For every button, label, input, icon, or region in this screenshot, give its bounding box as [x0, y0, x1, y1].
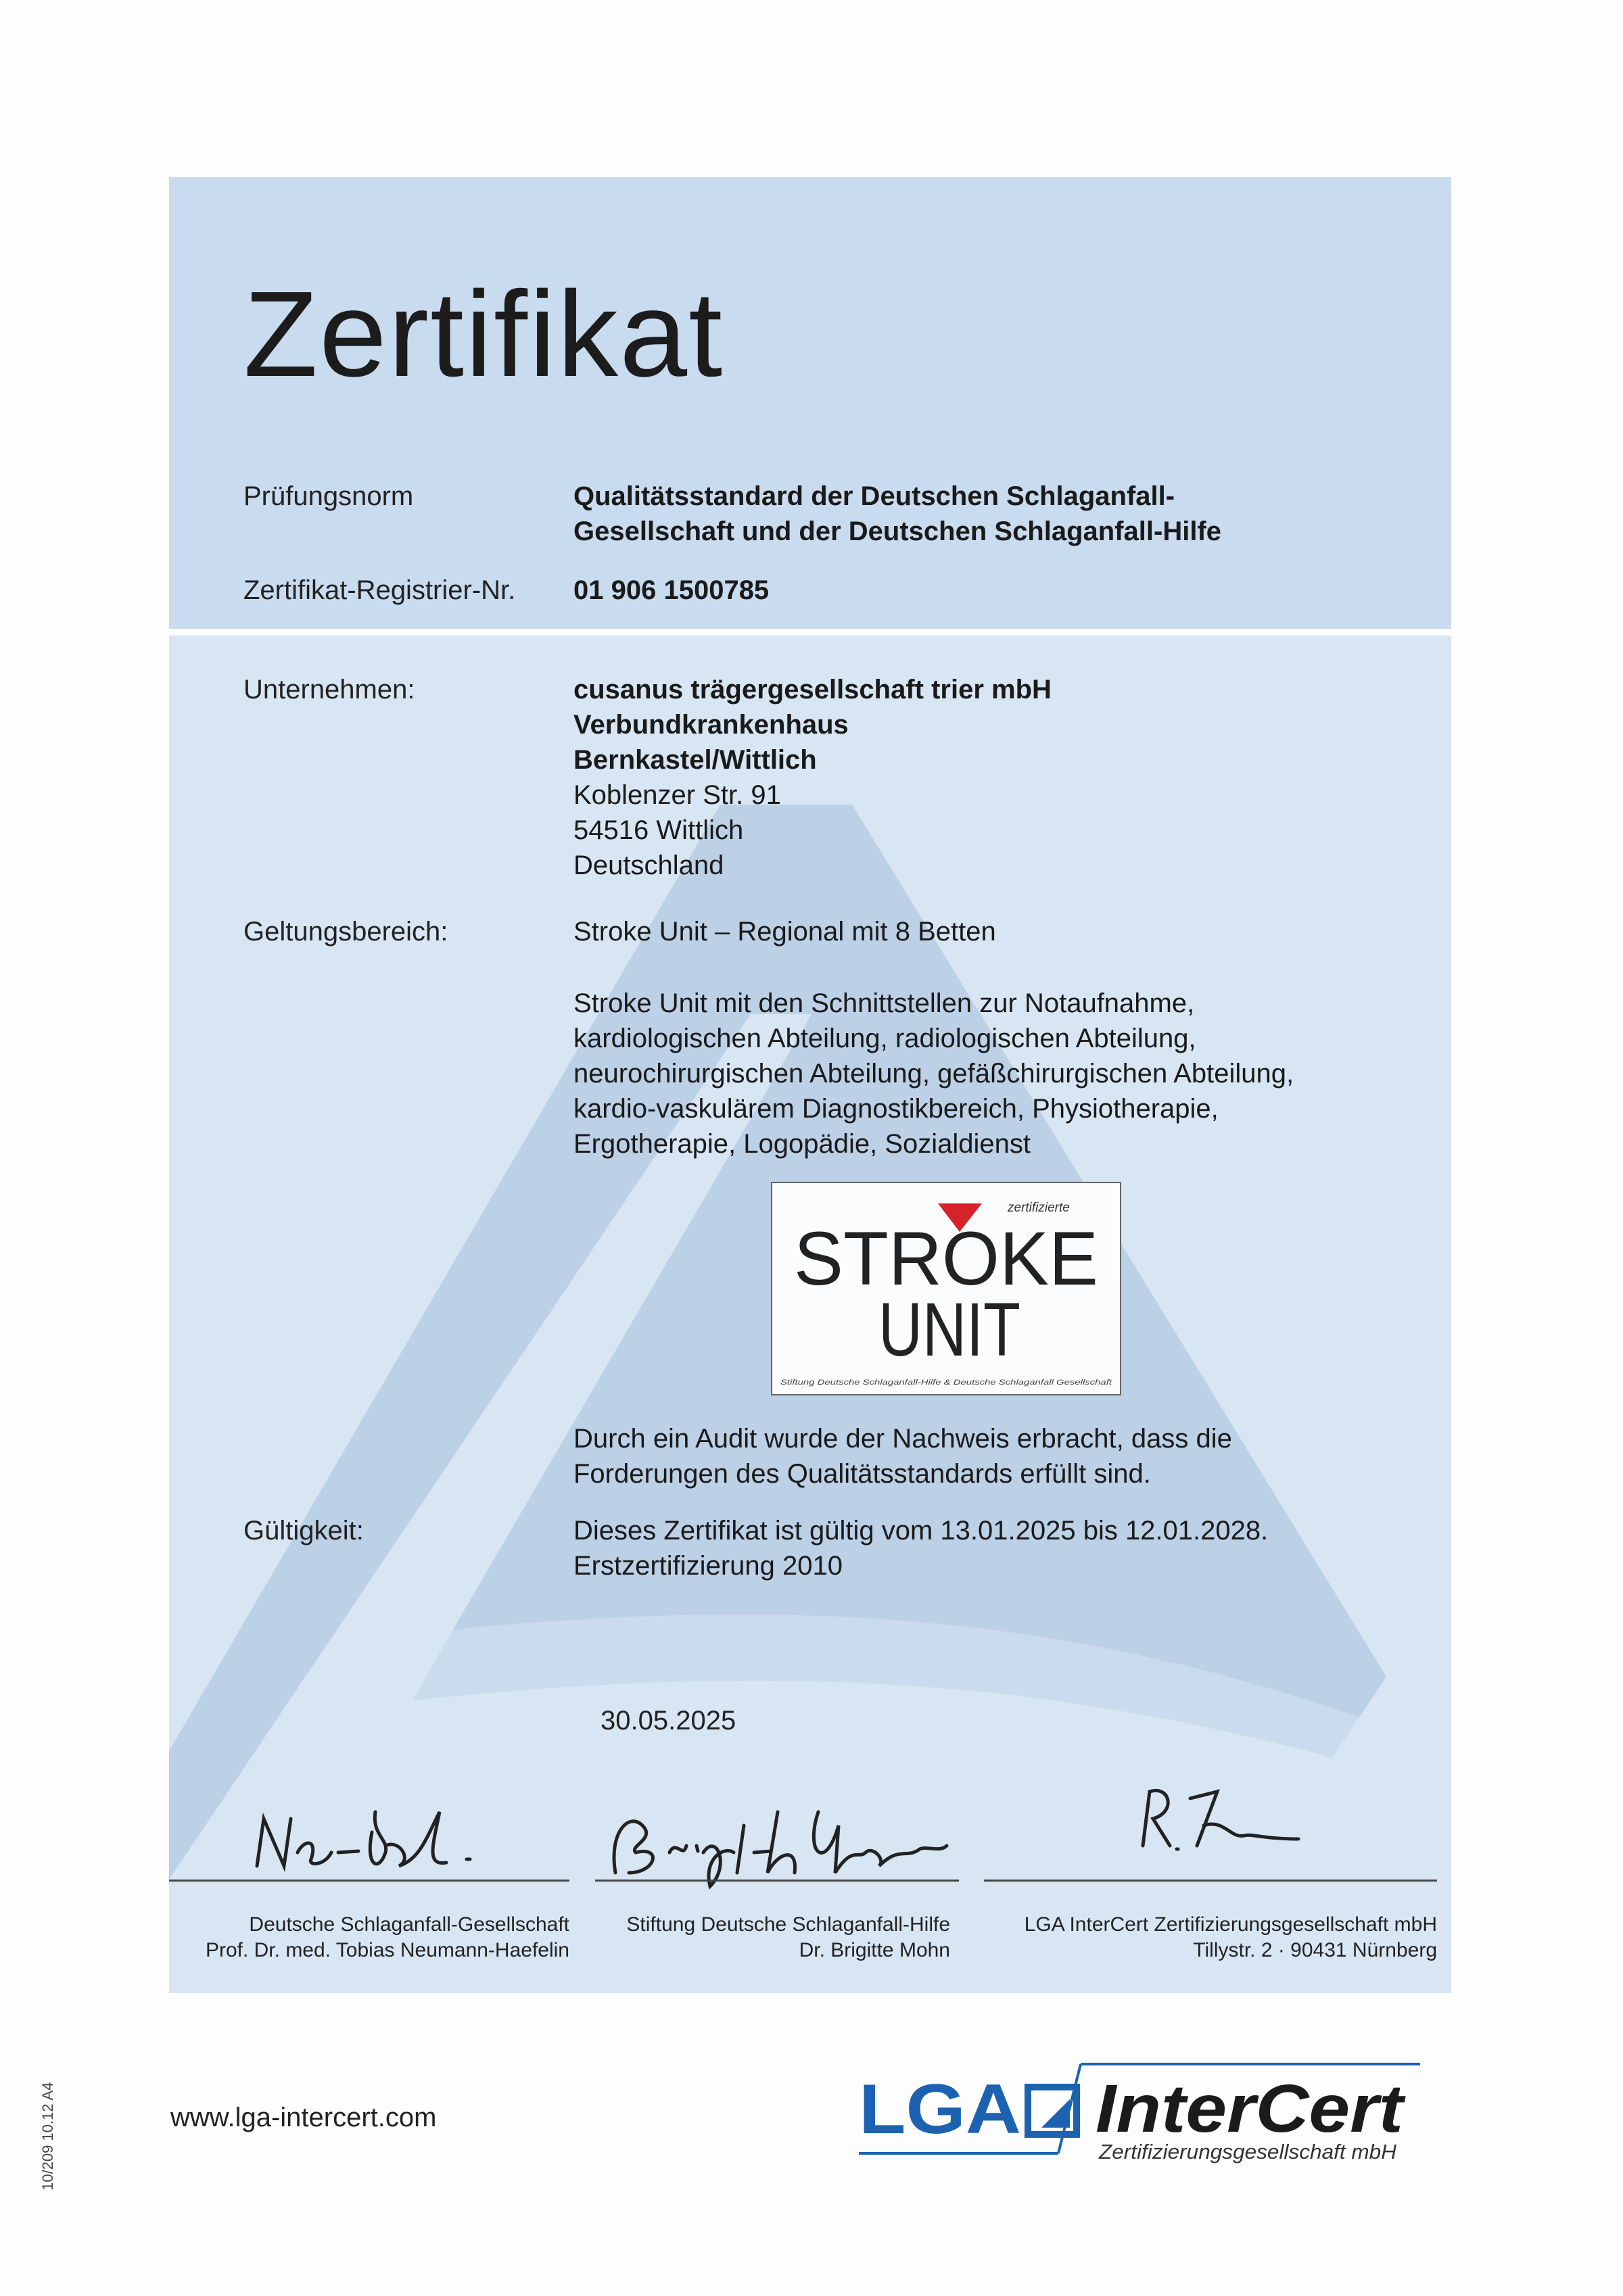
company-label: Unternehmen: — [243, 675, 415, 704]
standard-value — [573, 479, 1221, 549]
scope-label: Geltungsbereich: — [243, 917, 448, 947]
scope-detail-line: Ergotherapie, Logopädie, Sozialdienst — [573, 1129, 1031, 1159]
registry-label: Zertifikat-Registrier-Nr. — [243, 575, 516, 605]
issue-date: 30.05.2025 — [601, 1706, 736, 1736]
standard-value-line-1: Qualitätsstandard der Deutschen Schlaganfall- — [573, 481, 1175, 511]
audit-line: Forderungen des Qualitätsstandards erfüllt sind. — [573, 1459, 1151, 1489]
logo-word-stroke: STROKE — [794, 1216, 1098, 1301]
logo-lga-text: LGA — [859, 2070, 1021, 2149]
validity-value — [573, 1513, 1268, 1583]
signature-1-image — [243, 1771, 527, 1893]
signatory-address: Tillystr. 2 · 90431 Nürnberg — [1193, 1939, 1437, 1961]
scope-detail-line: kardio-vaskulärem Diagnostikbereich, Physiotherapie, — [573, 1094, 1219, 1124]
signatory-name: Prof. Dr. med. Tobias Neumann-Haefelin — [205, 1939, 569, 1961]
website-url: www.lga-intercert.com — [170, 2103, 437, 2132]
scope-value: Stroke Unit – Regional mit 8 Betten — [573, 917, 996, 947]
company-country: Deutschland — [573, 851, 724, 880]
lga-intercert-logo — [845, 2052, 1440, 2167]
scope-detail-line: kardiologischen Abteilung, radiologischen Abteilung, — [573, 1024, 1196, 1053]
signatory-3 — [984, 1912, 1437, 1963]
standard-value-line-2: Gesellschaft und der Deutschen Schlaganfall-Hilfe — [573, 517, 1222, 546]
validity-line: Dieses Zertifikat ist gültig vom 13.01.2025 bis 12.01.2028. — [573, 1516, 1269, 1546]
logo-tagline-text: Zertifizierungsgesellschaft mbH — [1098, 2140, 1397, 2163]
company-street: Koblenzer Str. 91 — [573, 780, 781, 810]
company-address — [573, 672, 1052, 883]
company-city: 54516 Wittlich — [573, 815, 744, 845]
company-line-2: Verbundkrankenhaus — [573, 710, 849, 740]
logo-intercert-text: InterCert — [1096, 2071, 1407, 2147]
form-code: 10/209 10.12 A4 — [39, 2082, 56, 2191]
stroke-unit-logo-graphic — [772, 1183, 1120, 1394]
signatory-org: Deutsche Schlaganfall-Gesellschaft — [249, 1913, 569, 1936]
signatory-1 — [169, 1912, 569, 1963]
signatory-2 — [595, 1912, 950, 1963]
scope-detail-line: Stroke Unit mit den Schnittstellen zur Notaufnahme, — [573, 988, 1195, 1018]
logo-word-unit: UNIT — [878, 1287, 1020, 1372]
signatory-org: LGA InterCert Zertifizierungsgesellschaft mbH — [1024, 1913, 1437, 1936]
company-line-3: Bernkastel/Wittlich — [573, 745, 817, 775]
scope-detail-line: neurochirurgischen Abteilung, gefäßchirurgischen Abteilung, — [573, 1059, 1294, 1089]
signatory-name: Dr. Brigitte Mohn — [799, 1939, 950, 1961]
signatory-org: Stiftung Deutsche Schlaganfall-Hilfe — [626, 1913, 950, 1936]
company-name: cusanus trägergesellschaft trier mbH — [573, 675, 1052, 704]
scope-details — [573, 986, 1294, 1162]
logo-small-text: zertifizierte — [1008, 1201, 1070, 1215]
registry-number: 01 906 1500785 — [573, 575, 770, 605]
logo-footer-text: Stiftung Deutsche Schlaganfall-Hilfe & Deutsche Schlaganfall Gesellschaft — [780, 1379, 1113, 1387]
validity-line: Erstzertifizierung 2010 — [573, 1551, 843, 1581]
signature-line-2 — [595, 1880, 959, 1882]
signature-line-3 — [984, 1880, 1437, 1882]
stroke-unit-logo — [771, 1182, 1121, 1395]
signature-3-image — [1129, 1771, 1332, 1866]
standard-label: Prüfungsnorm — [243, 481, 414, 511]
header-panel — [169, 177, 1451, 629]
certificate-title: Zertifikat — [243, 266, 724, 402]
validity-label: Gültigkeit: — [243, 1516, 364, 1546]
signature-line-1 — [169, 1880, 569, 1882]
signature-2-image — [602, 1771, 967, 1893]
audit-statement — [573, 1421, 1232, 1491]
audit-line: Durch ein Audit wurde der Nachweis erbracht, dass die — [573, 1424, 1232, 1454]
